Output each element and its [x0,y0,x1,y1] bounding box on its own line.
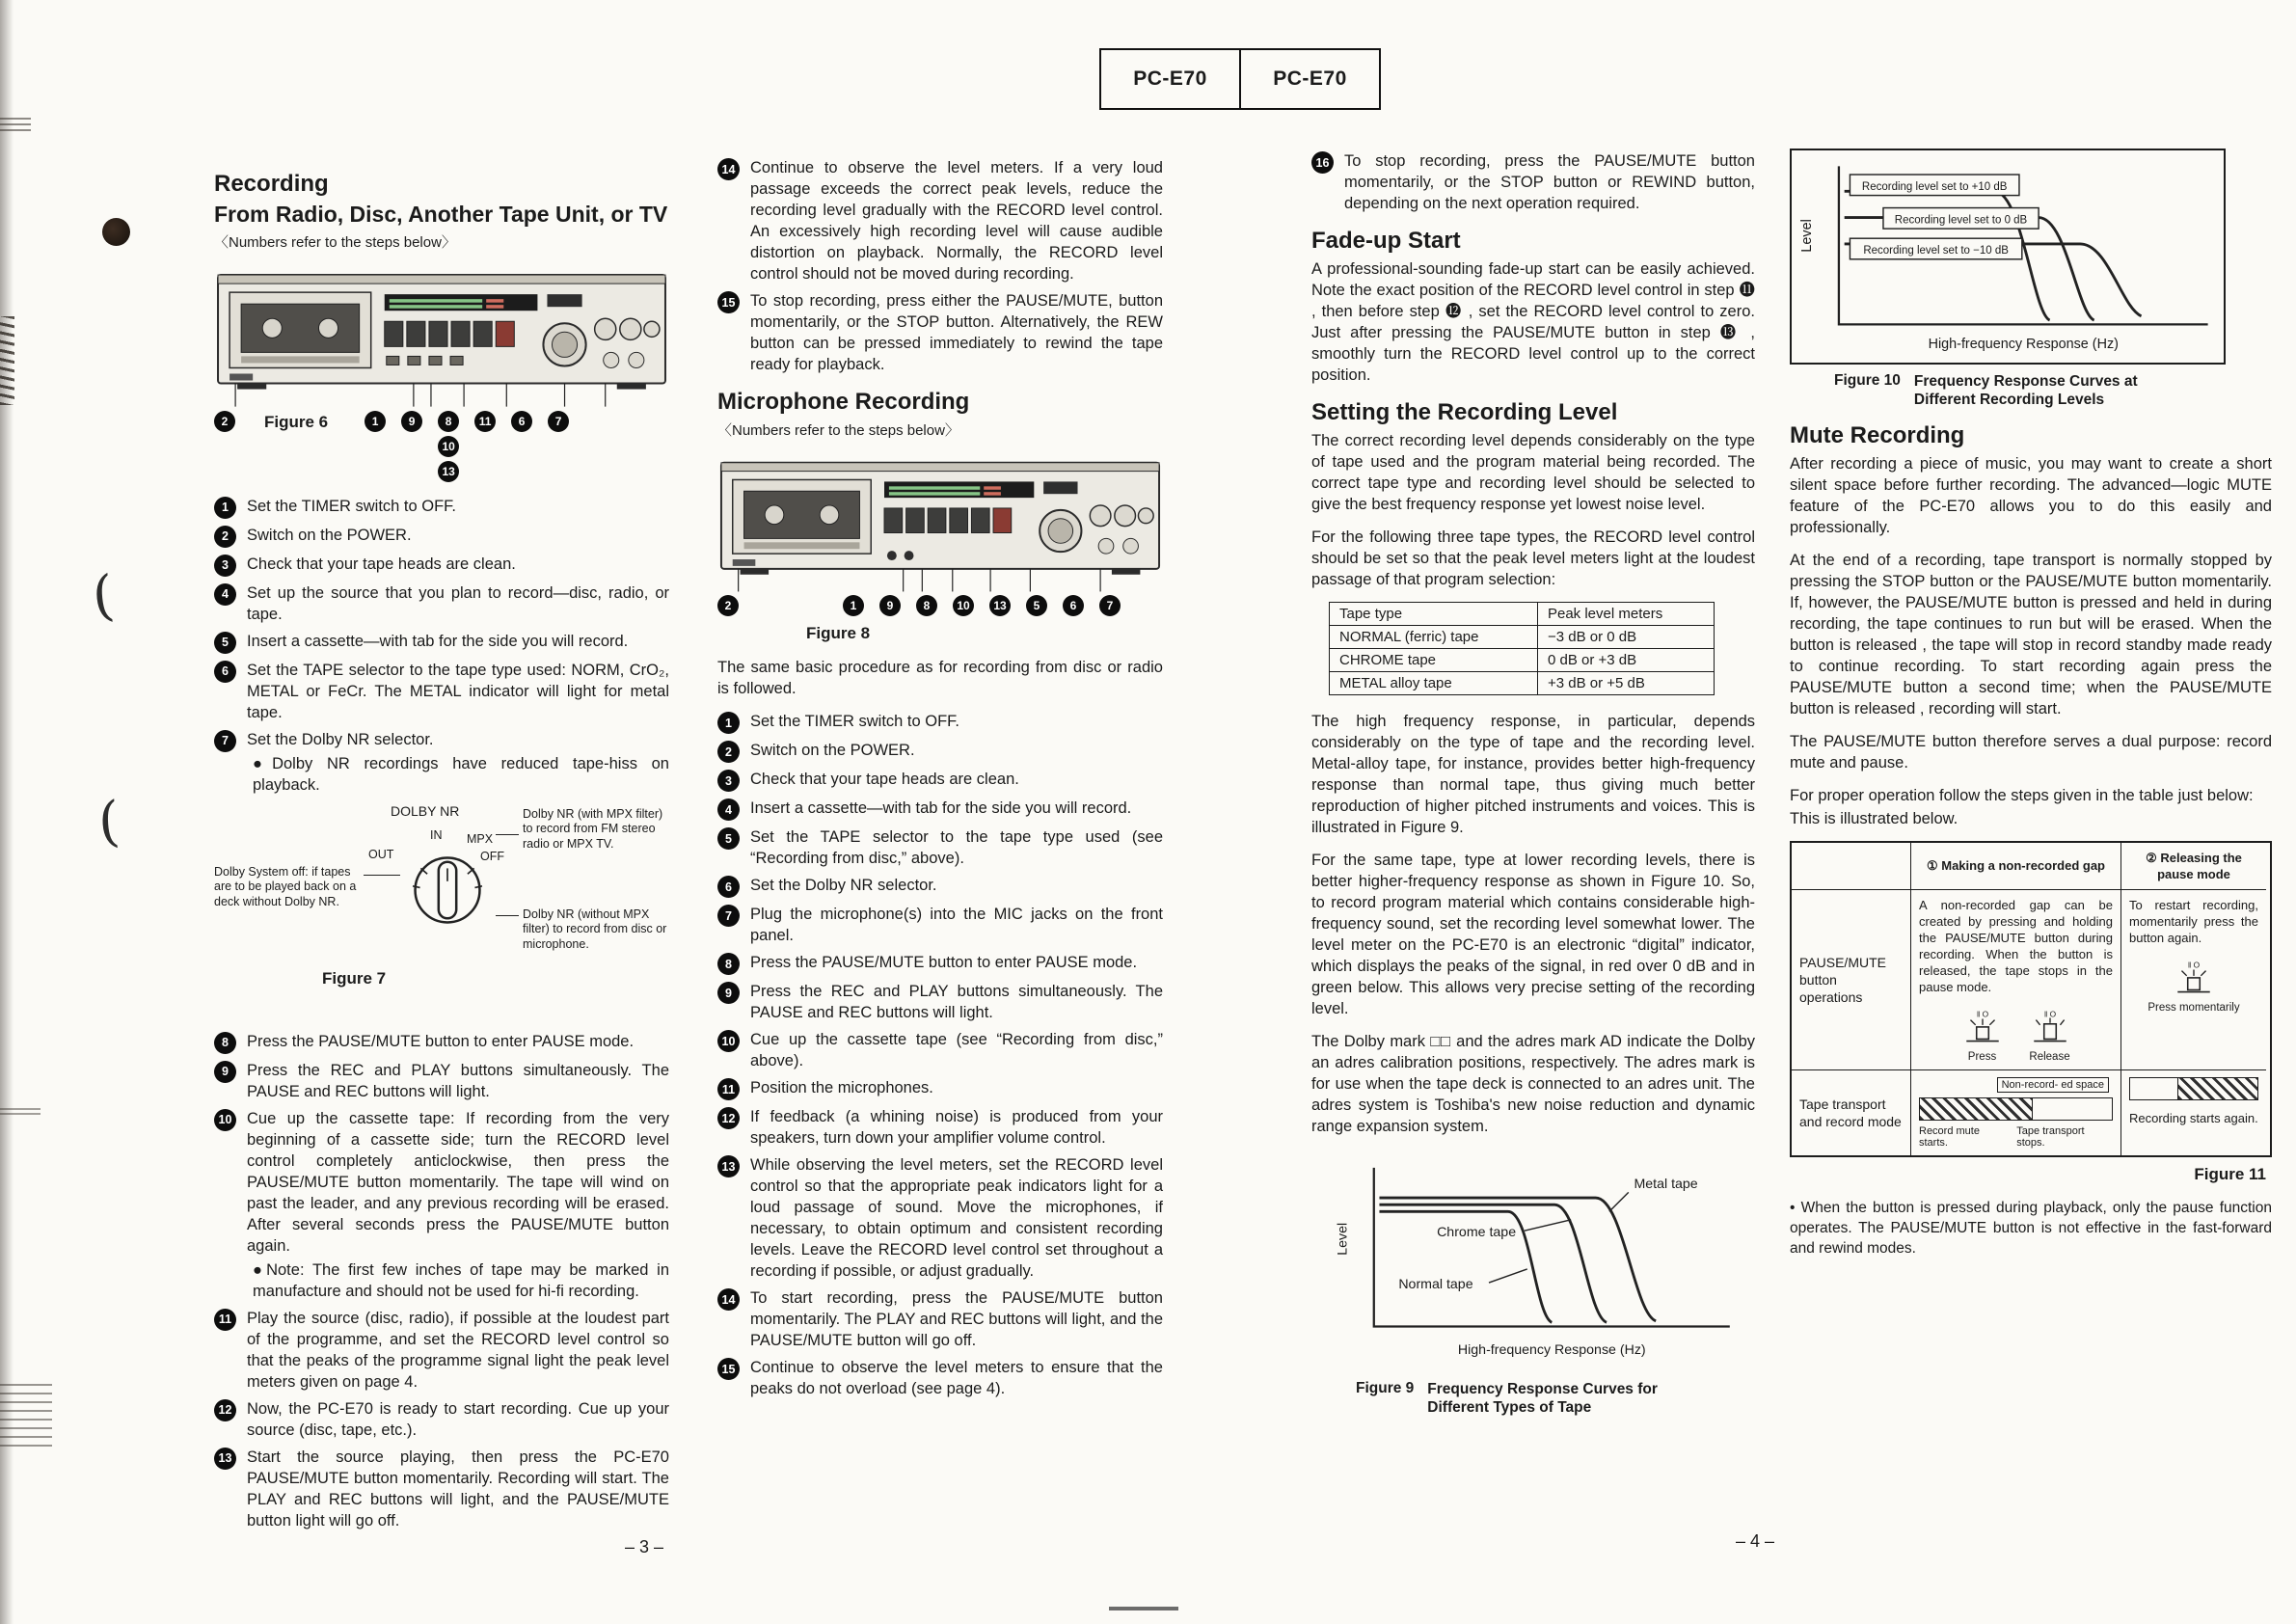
dolby-nr-label: DOLBY NR [391,802,460,819]
figure11-row2-col2 [2121,1070,2266,1155]
non-recorded-gap-text: A non-recorded gap can be created by pressing and holding the PAUSE/MUTE button during recording. When the button is released, the tape stops in the pause mode. [1919,897,2113,994]
scan-streak [0,1105,41,1115]
recording-step-16 [1311,150,1755,214]
page3-left-column [214,157,669,1539]
step-text: Press the REC and PLAY buttons simultaneously. The PAUSE and REC buttons will light. [750,983,1163,1022]
step-item [717,157,1163,284]
step-number-badge: 14 [717,1288,740,1311]
step-item [214,1308,669,1393]
cassette-deck-illustration [214,261,669,409]
figure7-dolby-switch [214,803,669,1017]
step-text: While observing the level meters, set the RECORD level control so that the appropriate peak indicators light for a loud passage of sound. Move the microphones, if necessary, to obtain optimum and consistent recording levels. Leave the RECORD level control set throughout a recording if possible, or adjust gradually. [750,1156,1163,1281]
figure11-row1-col1 [1911,890,2121,1070]
figure11-row2-col1 [1911,1070,2121,1155]
section-title-microphone-recording: Microphone Recording [717,389,970,415]
step-text: Switch on the POWER. [247,526,412,544]
peak-level-cell: 0 dB or +3 dB [1537,649,1714,672]
callout-badge: 7 [1099,595,1121,616]
scan-mark: ( [95,790,122,854]
step-number-badge: 12 [214,1399,236,1421]
setting-paragraph-5: The Dolby mark □□ and the adres mark AD indicate the Dolby an adres calibration positions, respectively. The adres mark is for use when the tape deck is connected to an adres unit. The adres system is Toshiba's new noise reduction and dynamic range expansion system. [1311,1033,1755,1135]
figure10 [1790,149,2272,409]
recording-steps-1-7 [214,496,669,796]
step-item [717,981,1163,1023]
step-number-badge: 13 [717,1155,740,1177]
mute-paragraph-5: This is illustrated below. [1790,809,1958,827]
model-header-box [1099,48,1381,110]
normal-tape-label: Normal tape [1398,1276,1473,1292]
step-text: To stop recording, press the PAUSE/MUTE button momentarily, or the STOP button or REWIND button, depending on the next operation required. [1344,152,1755,212]
figure11-row1-label: PAUSE/MUTE button operations [1792,890,1911,1070]
tape-type-table [1329,602,1715,695]
page4-number: – 4 – [1736,1531,1775,1551]
tape-table-header-meters: Peak level meters [1537,603,1714,626]
scan-dash [1109,1607,1178,1610]
step-item [214,525,669,548]
tape-transport-stops-label: Tape transport stops. [2016,1124,2085,1149]
callout-badge: 8 [916,595,937,616]
step-item [214,729,669,796]
setting-paragraph-4: For the same tape, type at lower recording levels, there is better higher-frequency response as shown in Figure 10. So, to record program material which contains considerable high-frequency sound, set the recording level somewhat lower. The level meter on the PC-E70 is an electronic “digital” indicator, which displays the peaks of the signal, in red over 0 dB and in green below. This allows very precise setting of the recording level. [1311,852,1755,1017]
steps-hint: 〈Numbers refer to the steps below〉 [214,234,456,251]
callout-badge: 10 [438,436,459,457]
step-text: Cue up the cassette tape: If recording from the very beginning of a cassette side; turn the RECORD level control completely anticlockwise, then press the PAUSE/MUTE button momentarily. The tape will wind on past the leader, and any previous recording will be erased. After several seconds press the PAUSE/MUTE button again. ●Note: The first few inches of tape may be marked in manufacture and should not be used for hi-fi recording. [247,1109,669,1300]
step-number-badge: 6 [214,661,236,683]
callout-badge: 1 [843,595,864,616]
step-item [214,554,669,577]
step-number-badge: 8 [214,1032,236,1054]
switch-position-in: IN [430,827,443,842]
button-icon-row [2129,960,2258,1014]
step-text: Check that your tape heads are clean. [750,771,1019,789]
page3-number: – 3 – [625,1537,664,1556]
section-title-setting-recording-level: Setting the Recording Level [1311,399,1618,425]
step-number-badge: 15 [717,1358,740,1380]
callout-stack [438,411,459,482]
step-text: Insert a cassette—with tab for the side you will record. [750,799,1132,818]
figure9-title: Frequency Response Curves for Different Types of Tape [1427,1381,1658,1417]
callout-badge: 9 [879,595,901,616]
callout-badge: 6 [1063,595,1084,616]
step-item [717,1077,1163,1100]
mute-paragraph-2: At the end of a recording, tape transport is normally stopped by pressing the STOP button or the PAUSE/MUTE button momentarily. If, however, the PAUSE/MUTE button is pressed and held in during recording, the tape continues to run but will be erased. When the button is released , the tape will stop in record standby made ready to continue recording. To start recording again press the PAUSE/MUTE button a second time; when the PAUSE/MUTE button is released , recording will start. [1790,551,2272,717]
chrome-tape-label: Chrome tape [1437,1224,1517,1240]
cassette-deck-illustration [717,449,1163,593]
step-item [717,1029,1163,1071]
step-number-badge: 2 [717,741,740,763]
figure6 [214,261,669,482]
step-number-badge: 5 [717,827,740,850]
figure9-graph [1319,1149,1743,1367]
figure9-caption [1356,1380,1755,1417]
step-text: Press the PAUSE/MUTE button to enter PAUSE mode. [750,954,1138,972]
figure11-caption: Figure 11 [2194,1164,2266,1183]
mute-paragraph-3: The PAUSE/MUTE button therefore serves a dual purpose: record mute and pause. [1790,732,2272,771]
scan-dot-artifact [102,218,130,246]
scan-mark: ( [89,564,118,629]
callout-badge: 9 [401,411,422,432]
scan-streak [0,114,31,131]
table-row [1330,672,1715,695]
step-item [214,660,669,723]
step-text: Now, the PC-E70 is ready to start recording. Cue up your source (disc, tape, etc.). [247,1399,669,1439]
callout-badge: 8 [438,411,459,432]
tape-table-header-type: Tape type [1330,603,1538,626]
step-item [717,952,1163,975]
step-number-badge: 10 [717,1030,740,1052]
switch-position-off: OFF [480,849,504,863]
recording-steps-14-15 [717,157,1163,375]
callout-badge: 2 [717,595,739,616]
step-number-badge: 7 [717,905,740,927]
figure11-row1-col2 [2121,890,2266,1070]
step-item [717,1357,1163,1399]
figure6-callouts [214,411,669,482]
recording-starts-again-label: Recording starts again. [2129,1110,2258,1125]
x-axis-label: High-frequency Response (Hz) [1457,1341,1646,1358]
figure10-graph [1792,152,2222,361]
dolby-mpx-note: Dolby NR (with MPX filter) to record from FM stereo radio or MPX TV. [523,806,663,851]
switch-position-mpx: MPX [467,831,494,846]
callout-badge: 1 [365,411,386,432]
y-axis-label: Level [1799,219,1816,253]
scan-streak [0,316,14,405]
figure11-corner-cell [1792,843,1911,890]
step-number-badge: 1 [214,497,236,519]
step-number-badge: 3 [214,555,236,577]
recording-level-0-label: Recording level set to 0 dB [1894,214,2028,227]
table-row [1330,626,1715,649]
step-text: To stop recording, press either the PAUSE/MUTE, button momentarily, or the STOP button. Alternatively, the REW button can be pressed immediately to rewind the tape ready for playback. [750,292,1163,373]
figure8-caption: Figure 8 [806,624,871,643]
step-item [717,1106,1163,1149]
section-subtitle: From Radio, Disc, Another Tape Unit, or TV [214,202,668,227]
callout-badge: 7 [548,411,569,432]
tape-bar-diagram [1919,1097,2113,1121]
step-item [717,290,1163,375]
step-number-badge: 13 [214,1448,236,1470]
callout-badge: 13 [989,595,1011,616]
tape-type-cell: METAL alloy tape [1330,672,1538,695]
figure11-table [1790,841,2272,1157]
pause-footnote: • When the button is pressed during playback, only the pause function operates. The PAUSE/MUTE button is not effective in the fast-forward and rewind modes. [1790,1199,2272,1257]
peak-level-cell: +3 dB or +5 dB [1537,672,1714,695]
step-text: Set the TIMER switch to OFF. [750,713,960,731]
page3-right-column [717,157,1163,1407]
figure10-number: Figure 10 [1834,371,1901,389]
step-number-badge: 10 [214,1109,236,1131]
step-item [214,1398,669,1441]
step-number-badge: 3 [717,770,740,792]
callout-badge: 5 [1026,595,1047,616]
section-title-recording: Recording [214,171,329,197]
recording-level-m10-label: Recording level set to −10 dB [1863,245,2009,257]
setting-paragraph-2: For the following three tape types, the RECORD level control should be set so that the peak level meters light at the loudest passage of that program selection: [1311,528,1755,588]
setting-paragraph-1: The correct recording level depends considerably on the type of tape used and the program material being recorded. The correct tape type and recording level should be selected to give the best frequency response yet lowest noise level. [1311,432,1755,513]
press-button-icon: ‖ O Press [1967,1009,1997,1063]
figure7-caption: Figure 7 [322,968,387,988]
figure11-row2-label: Tape transport and record mode [1792,1070,1911,1155]
mute-paragraph-4: For proper operation follow the steps given in the table just below: [1790,786,2254,804]
leader-line [496,915,519,917]
mute-paragraph-1: After recording a piece of music, you may want to create a short silent space before further recording. The advanced—logic MUTE feature of the PC-E70 allows you to do this easily and professionally. [1790,454,2272,536]
figure6-caption: Figure 6 [264,412,329,431]
step-text: Set the Dolby NR selector. [750,877,937,895]
step-item [214,631,669,654]
step-number-badge: 12 [717,1107,740,1129]
step-text: Plug the microphone(s) into the MIC jacks on the front panel. [750,906,1163,945]
leader-line [496,834,519,836]
tape-bar-captions [1919,1125,2113,1149]
button-icon-row [1919,1009,2113,1063]
step-item [717,740,1163,763]
step-text: Switch on the POWER. [750,742,915,760]
record-mute-starts-label: Record mute starts. [1919,1124,1980,1149]
callout-badge: 6 [511,411,532,432]
figure8 [717,449,1163,643]
step-number-badge: 9 [717,982,740,1004]
step-text: Play the source (disc, radio), if possible at the loudest part of the programme, and set the RECORD level control so that the peaks of the programme signal light the peak level meters given on page 4. [247,1309,669,1391]
recorded-tape-segment [2177,1078,2257,1099]
step-number-badge: 14 [717,158,740,180]
step-item [214,496,669,519]
callout-badge: 10 [953,595,974,616]
svg-text:‖ O: ‖ O [1976,1009,1988,1019]
svg-text:‖ O: ‖ O [2043,1009,2056,1019]
step-number-badge: 16 [1311,151,1334,174]
non-recorded-space-tag: Non-record- ed space [1997,1077,2109,1093]
step-item [717,798,1163,821]
figure10-title: Frequency Response Curves at Different Recording Levels [1913,372,2138,408]
figure10-caption [1834,372,2272,409]
step-text: Continue to observe the level meters. If a very loud passage exceeds the correct peak levels, reduce the recording level gradually with the RECORD level control. An excessively high recording level will cause audible distortion on playback. Normally, the RECORD level control should not be moved during recording. [750,159,1163,283]
release-button-icon: ‖ O Release [2029,1009,2070,1063]
step-number-badge: 8 [717,953,740,975]
figure9-number: Figure 9 [1356,1380,1415,1397]
section-title-mute-recording: Mute Recording [1790,421,1965,448]
step-number-badge: 4 [214,583,236,606]
steps-hint: 〈Numbers refer to the steps below〉 [717,422,959,439]
page4-right-column [1790,143,2272,1259]
figure11-col1-header: ① Making a non-recorded gap [1911,843,2121,890]
step-number-badge: 6 [717,876,740,898]
step-text: Set the TAPE selector to the tape type used: NORM, CrO₂, METAL or FeCr. The METAL indicator will light for metal tape. [247,661,669,721]
recorded-tape-segment [1920,1098,2033,1120]
step-number-badge: 2 [214,526,236,548]
press-momentarily-button-icon: ‖ O Press momentarily [2147,960,2240,1014]
rotary-switch-icon [403,846,492,934]
switch-position-out: OUT [368,847,394,861]
step-item [1311,150,1755,214]
leader-line [364,875,400,877]
callout-badge: 11 [474,411,496,432]
step-number-badge: 4 [717,798,740,821]
dolby-no-mpx-note: Dolby NR (without MPX filter) to record from disc or microphone. [523,907,667,951]
figure10-frame [1790,149,2226,365]
table-row [1330,649,1715,672]
svg-text:‖ O: ‖ O [2187,960,2201,970]
step-text: Insert a cassette—with tab for the side you will record. [247,632,629,650]
model-number: PC-E70 [1273,68,1347,90]
step-text: Set the TIMER switch to OFF. [247,497,457,515]
step-text: Position the microphones. [750,1079,933,1097]
step-text: If feedback (a whining noise) is produced from your speakers, turn down your amplifier volume control. [750,1108,1163,1148]
microphone-steps [717,711,1163,1399]
step-item [717,711,1163,734]
non-recorded-segment [2130,1078,2177,1099]
step-item [717,904,1163,946]
step-text: Cue up the cassette tape (see “Recording from disc,” above). [750,1031,1163,1070]
step-number-badge: 7 [214,730,236,752]
step-note: ●Note: The first few inches of tape may be marked in manufacture and should not be used for hi-fi recording. [253,1260,669,1300]
step-item [717,875,1163,898]
step-text: Check that your tape heads are clean. [247,555,516,573]
peak-level-cell: −3 dB or 0 dB [1537,626,1714,649]
step-text: Press the REC and PLAY buttons simultaneously. The PAUSE and REC buttons will light. [247,1061,669,1100]
scan-streak [0,1377,52,1447]
figure8-callouts [717,595,1163,616]
step-item [717,1154,1163,1282]
recording-level-p10-label: Recording level set to +10 dB [1861,180,2008,193]
x-axis-label: High-frequency Response (Hz) [1928,336,2119,352]
step-text: Press the PAUSE/MUTE button to enter PAUSE mode. [247,1032,635,1050]
y-axis-label: Level [1335,1222,1351,1256]
model-number: PC-E70 [1101,50,1241,108]
page4-left-column [1311,150,1755,1430]
step-number-badge: 5 [214,632,236,654]
step-number-badge: 1 [717,712,740,734]
figure9 [1311,1149,1755,1417]
step-number-badge: 11 [717,1078,740,1100]
step-number-badge: 15 [717,291,740,313]
restart-recording-text: To restart recording, momentarily press the button again. [2129,897,2258,945]
metal-tape-label: Metal tape [1634,1177,1698,1193]
setting-paragraph-3: The high frequency response, in particular, depends considerably on the type of tape and the recording level. Metal-alloy tape, for instance, provides better high-frequency response than normal tape, thus giving much better reproduction of higher pitched instruments and voices. This is illustrated in Figure 9. [1311,713,1755,836]
step-item [717,1287,1163,1351]
figure11-col2-header: ② Releasing the pause mode [2121,843,2266,890]
step-text: Set the TAPE selector to the tape type used (see “Recording from disc,” above). [750,828,1163,868]
step-text: To start recording, press the PAUSE/MUTE button momentarily. The PLAY and REC buttons will light, and the PAUSE/MUTE button will go off. [750,1289,1164,1350]
step-text: Start the source playing, then press the PC-E70 PAUSE/MUTE button momentarily. Recording will start. The PLAY and REC buttons will light, and the PAUSE/MUTE button light will go off. [247,1448,669,1529]
step-item [717,769,1163,792]
step-item [214,582,669,625]
step-number-badge: 11 [214,1309,236,1331]
step-text: Set the Dolby NR selector. ●Dolby NR recordings have reduced tape-hiss on playback. [247,730,669,794]
fade-up-paragraph: A professional-sounding fade-up start can be easily achieved. Note the exact position of the RECORD level control in step ⓫ , then before step ⓬ , set the RECORD level control to zero. Just after pressing the PAUSE/MUTE button in step ⓭ , smoothly turn the RECORD level control up to the correct position. [1311,260,1755,384]
step-number-badge: 9 [214,1061,236,1083]
step-text: Continue to observe the level meters to ensure that the peaks do not overload (see page 4). [750,1359,1163,1398]
section-title-fade-up-start: Fade-up Start [1311,228,1461,254]
step-item [717,826,1163,869]
callout-badge: 13 [438,461,459,482]
step-note: ●Dolby NR recordings have reduced tape-hiss on playback. [253,754,669,794]
microphone-intro: The same basic procedure as for recording from disc or radio is followed. [717,659,1163,698]
tape-type-cell: CHROME tape [1330,649,1538,672]
tape-bar-diagram [2129,1077,2258,1100]
step-item [214,1031,669,1054]
callout-badge: 2 [214,411,235,432]
step-item [214,1108,669,1302]
tape-type-cell: NORMAL (ferric) tape [1330,626,1538,649]
dolby-off-note: Dolby System off: if tapes are to be played back on a deck without Dolby NR. [214,864,357,908]
step-item [214,1447,669,1531]
step-text: Set up the source that you plan to record—disc, radio, or tape. [247,583,669,623]
recording-steps-8-13 [214,1031,669,1531]
non-recorded-segment [2033,1098,2113,1120]
step-item [214,1060,669,1102]
